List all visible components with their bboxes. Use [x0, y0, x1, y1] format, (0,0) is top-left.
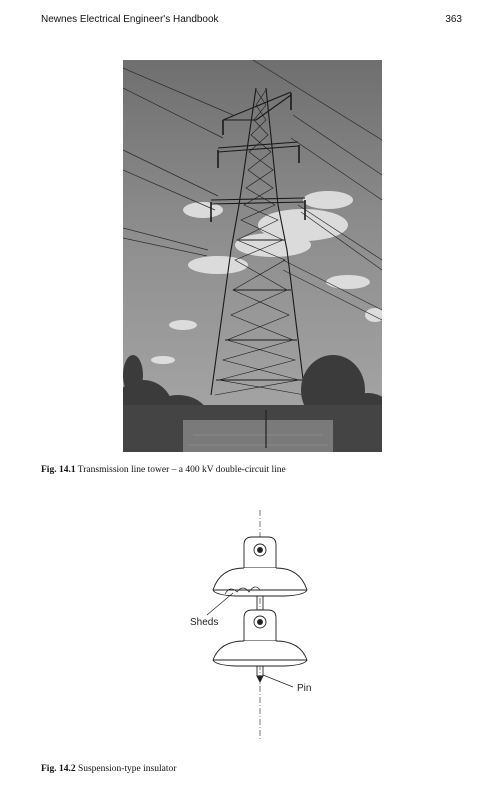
- page-number: 363: [445, 14, 462, 25]
- pin-label: Pin: [297, 683, 312, 694]
- figure-caption-text: Suspension-type insulator: [77, 764, 177, 774]
- running-header: [0, 14, 502, 30]
- figure-caption-text: Transmission line tower – a 400 kV double-circuit line: [77, 465, 286, 475]
- figure-number: Fig. 14.2: [41, 764, 76, 774]
- figure-number: Fig. 14.1: [41, 465, 76, 475]
- transmission-tower-photo: [123, 60, 382, 452]
- figure-14-2-caption: [41, 764, 176, 774]
- sheds-label: Sheds: [190, 617, 219, 628]
- book-title: Newnes Electrical Engineer's Handbook: [41, 14, 219, 25]
- figure-14-1-caption: [41, 465, 286, 475]
